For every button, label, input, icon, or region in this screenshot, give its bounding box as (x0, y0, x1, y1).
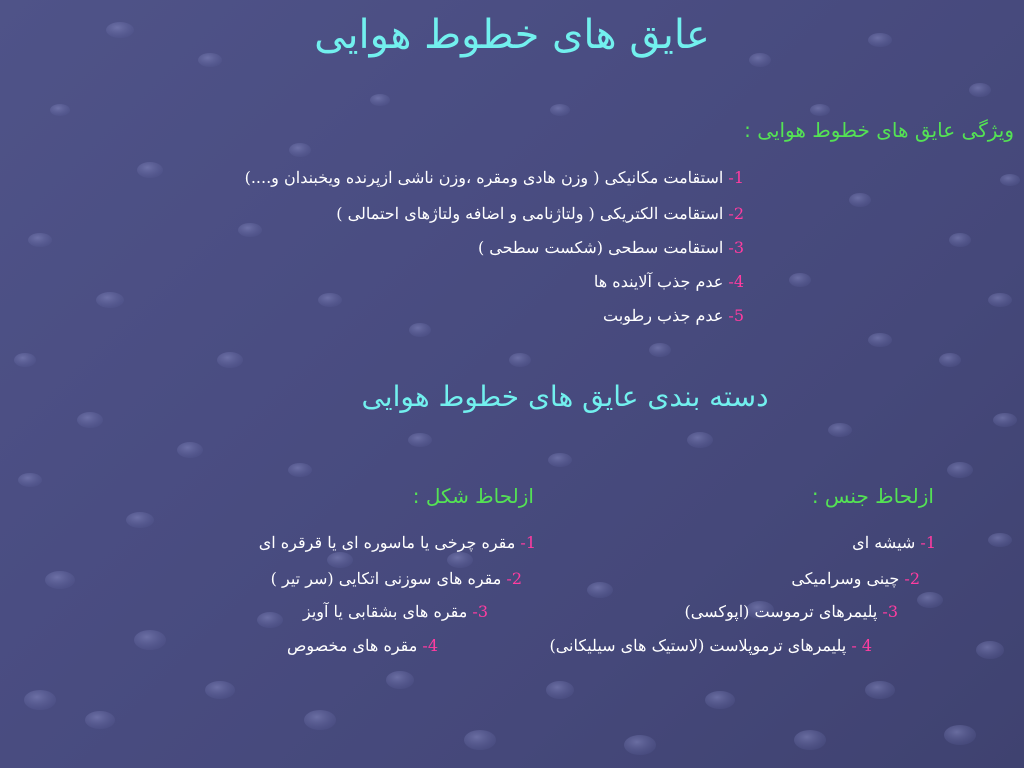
feature-item-number: 5- (728, 306, 744, 325)
feature-item-4 (594, 272, 744, 291)
shape-heading: ازلحاظ شکل : (412, 484, 534, 508)
material-item-text: شیشه ای (852, 533, 921, 552)
feature-item-text: عدم جذب رطوبت (603, 306, 729, 325)
shape-item-4 (287, 636, 438, 655)
feature-item-number: 1- (728, 168, 744, 187)
shape-item-3 (303, 602, 488, 621)
feature-item-text: استقامت الکتریکی ( ولتاژنامی و اضافه ولتاژهای احتمالی ) (336, 204, 729, 223)
features-heading: ویژگی عایق های خطوط هوایی : (744, 118, 1014, 142)
shape-item-number: 3- (472, 602, 488, 621)
material-item-text: پلیمرهای ترموپلاست (لاستیک های سیلیکانی) (549, 636, 852, 655)
feature-item-number: 2- (728, 204, 744, 223)
feature-item-number: 3- (728, 238, 744, 257)
material-item-1 (852, 533, 936, 552)
material-heading: ازلحاظ جنس : (811, 484, 934, 508)
shape-item-1 (259, 533, 536, 552)
feature-item-text: عدم جذب آلاینده ها (593, 272, 729, 291)
shape-item-2 (271, 569, 522, 588)
material-item-text: پلیمرهای ترموست (اپوکسی) (684, 602, 883, 621)
material-item-number: 3- (882, 602, 898, 621)
feature-item-text: استقامت سطحی (شکست سطحی ) (477, 238, 729, 257)
feature-item-1 (245, 168, 744, 187)
material-item-text: چینی وسرامیکی (791, 569, 905, 588)
shape-item-text: مقره چرخی یا ماسوره ای یا قرقره ای (258, 533, 521, 552)
material-item-4 (549, 636, 872, 655)
shape-item-text: مقره های سوزنی اتکایی (سر تیر ) (270, 569, 507, 588)
classification-heading: دسته بندی عایق های خطوط هوایی (361, 380, 769, 413)
feature-item-text: استقامت مکانیکی ( وزن هادی ومقره ،وزن ناشی ازپرنده ویخبندان و....) (244, 168, 729, 187)
feature-item-2 (336, 204, 744, 223)
shape-item-number: 4- (422, 636, 438, 655)
feature-item-5 (603, 306, 744, 325)
material-item-3 (685, 602, 898, 621)
shape-item-number: 2- (506, 569, 522, 588)
feature-item-number: 4- (728, 272, 744, 291)
slide-title: عایق های خطوط هوایی (314, 12, 710, 58)
material-item-number: 2- (904, 569, 920, 588)
shape-item-text: مقره های مخصوص (287, 636, 423, 655)
shape-item-text: مقره های بشقابی یا آویز (303, 602, 473, 621)
material-item-2 (791, 569, 920, 588)
shape-item-number: 1- (520, 533, 536, 552)
material-item-number: 4 - (851, 636, 872, 655)
feature-item-3 (478, 238, 744, 257)
material-item-number: 1- (920, 533, 936, 552)
